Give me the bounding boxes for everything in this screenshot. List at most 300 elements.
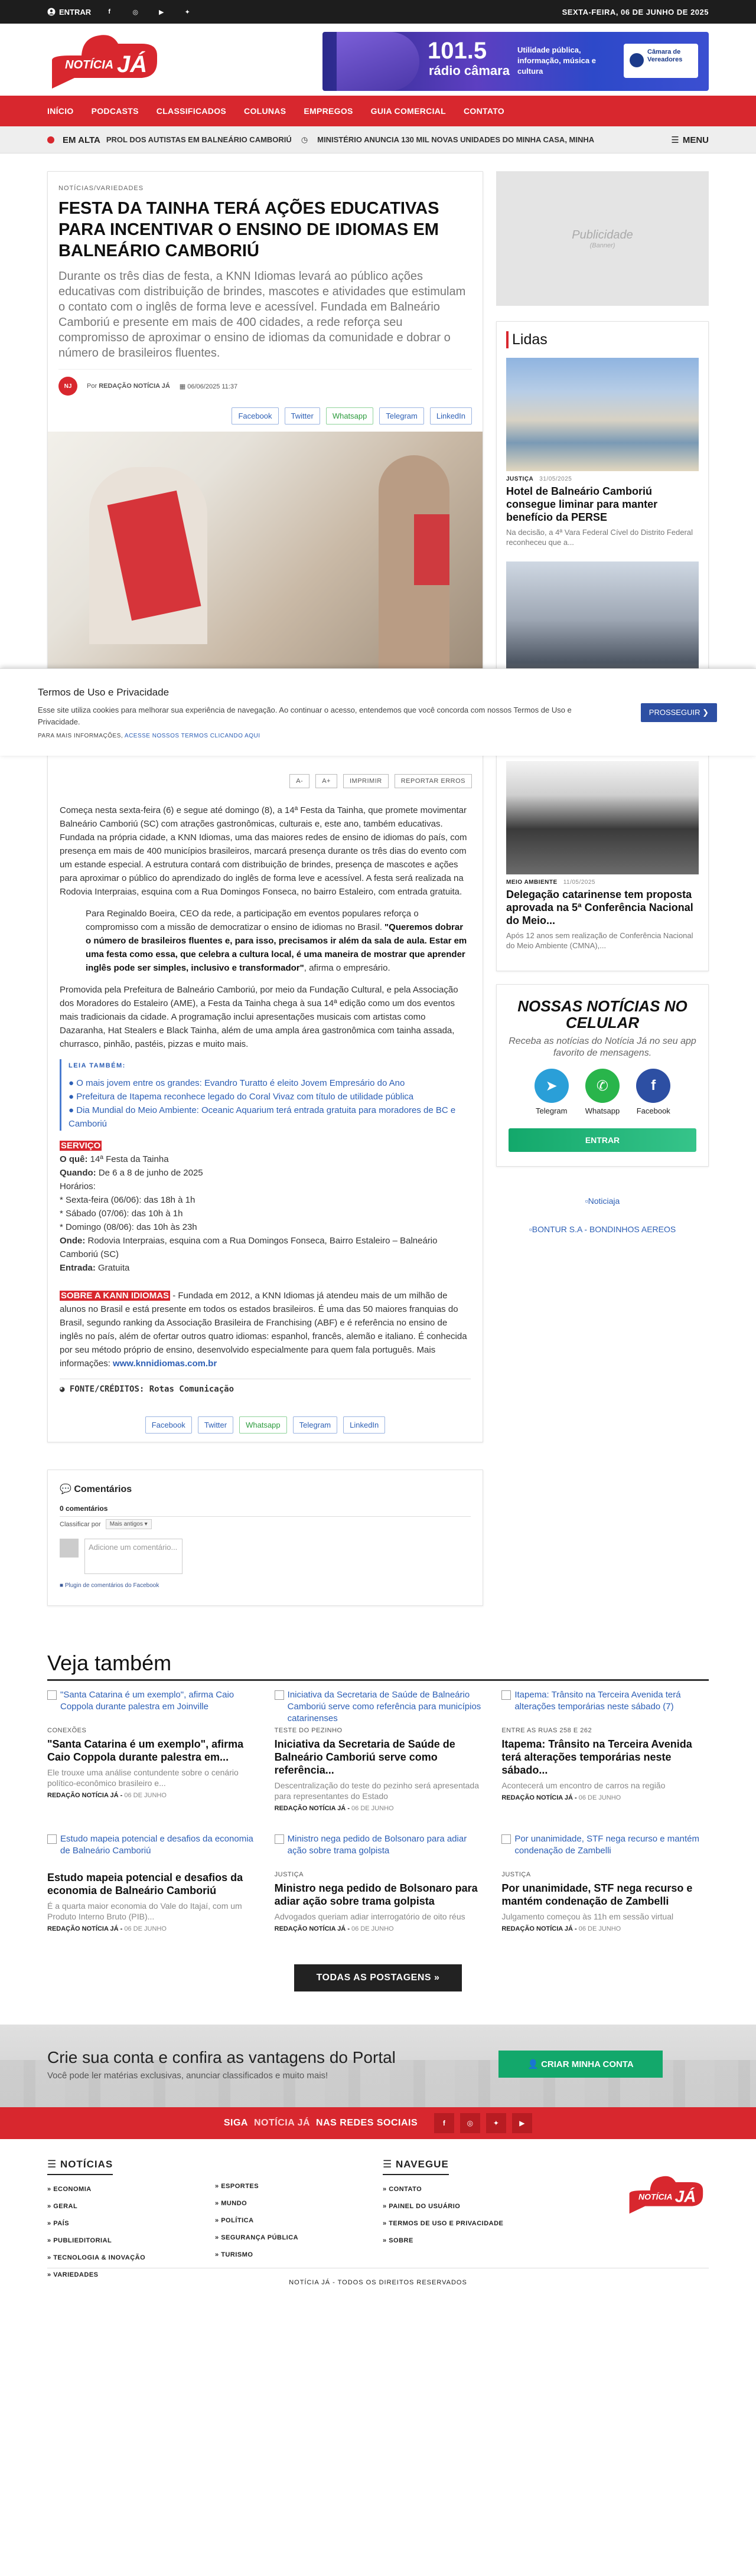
hamburger-icon: ☰ bbox=[671, 135, 679, 145]
related-image bbox=[275, 1689, 482, 1723]
gov-name: Câmara de Vereadores bbox=[647, 48, 683, 63]
footer-link-text: PAÍS bbox=[53, 2220, 70, 2227]
cookie-banner bbox=[0, 668, 756, 756]
cookie-more-text: PARA MAIS INFORMAÇÕES, bbox=[38, 733, 123, 739]
related-headline: "Santa Catarina é um exemplo", afirma Caio Coppola durante palestra em... bbox=[47, 1738, 244, 1763]
related-excerpt: Ele trouxe uma análise contundente sobre o cenário político-econômico brasileiro e... bbox=[47, 1768, 239, 1788]
footer-nav-heading bbox=[383, 2156, 449, 2175]
read-also-link-text: Prefeitura de Itapema reconhece legado do Coral Vivaz com título de utilidade pública bbox=[76, 1092, 414, 1102]
footer-news-heading bbox=[47, 2156, 113, 2175]
facebook-icon: ■ bbox=[60, 1582, 64, 1589]
most-read bbox=[496, 321, 709, 971]
category-label: JUSTIÇA bbox=[506, 476, 534, 482]
related-image-alt: Por unanimidade, STF nega recurso e mantém condenação de Zambelli bbox=[514, 1834, 699, 1856]
publish-date bbox=[180, 383, 237, 390]
sidebar bbox=[496, 171, 709, 1606]
cta-text: Você pode ler matérias exclusivas, anunciar classificados e muito mais! bbox=[47, 2071, 328, 2081]
service-key: Quando: bbox=[60, 1168, 96, 1178]
related-byline: REDAÇÃO NOTÍCIA JÁ - 06 DE JUNHO bbox=[274, 1925, 394, 1932]
nav-item-inicio[interactable]: INÍCIO bbox=[47, 106, 74, 116]
related-byline: REDAÇÃO NOTÍCIA JÁ - 06 DE JUNHO bbox=[501, 1794, 621, 1801]
login-link[interactable] bbox=[47, 8, 91, 17]
footer-link-text: VARIEDADES bbox=[53, 2271, 99, 2278]
quote-intro: Para Reginaldo Boeira, CEO da rede, a participação em eventos populares reforça o compromisso com a missão de democratizar o ensino de idiomas no Brasil. bbox=[86, 909, 419, 932]
most-read-title-text: Hotel de Balneário Camboriú consegue liminar para manter benefício da PERSE bbox=[506, 485, 658, 523]
footer-link-text: ESPORTES bbox=[221, 2183, 259, 2190]
related-image-alt: Estudo mapeia potencial e desafios da economia de Balneário Camboriú bbox=[60, 1834, 253, 1856]
related-image bbox=[47, 1833, 255, 1867]
broken-image-icon bbox=[47, 1834, 57, 1844]
main-content bbox=[47, 154, 709, 1606]
article-hero-image bbox=[48, 432, 483, 680]
most-read-category bbox=[506, 879, 699, 886]
footer-link-text: POLÍTICA bbox=[221, 2217, 254, 2224]
quote-text: "Queremos dobrar o número de brasileiros fluentes e, para isso, precisamos ir além da sala de aula. Estar em uma festa como essa, que celebra a cultura local, é uma maneira de mostrar que aprender inglês pode ser simples, inclusivo e transformador" bbox=[86, 922, 467, 973]
related-category: JUSTIÇA bbox=[274, 1871, 304, 1878]
related-byline: REDAÇÃO NOTÍCIA JÁ - 06 DE JUNHO bbox=[47, 1792, 167, 1799]
related-item[interactable] bbox=[501, 1689, 709, 1812]
comments-count: 0 comentários bbox=[60, 1504, 471, 1517]
related-title: Veja também bbox=[47, 1651, 709, 1681]
facebook-app[interactable] bbox=[636, 1069, 670, 1115]
subscribe-button[interactable]: ENTRAR bbox=[509, 1128, 696, 1152]
calendar-icon: ▦ bbox=[179, 383, 186, 390]
related-image-alt: Iniciativa da Secretaria de Saúde de Balneário Camboriú serve como referência para municípios catarinenses bbox=[287, 1690, 481, 1723]
banner-radio-name: rádio câmara bbox=[429, 63, 510, 78]
footer-link[interactable]: » TURISMO bbox=[215, 2251, 253, 2258]
follow-post: NAS REDES SOCIAIS bbox=[316, 2118, 418, 2128]
read-also-link-text: O mais jovem entre os grandes: Evandro Turatto é eleito Jovem Empresário do Ano bbox=[76, 1078, 405, 1088]
paragraph: Promovida pela Prefeitura de Balneário Camboriú, por meio da Fundação Cultural, e pela Associação dos Moradores do Estaleiro (AME), a Festa da Tainha chega à sua 14ª edição como um dos eventos mais tradicionais da cidade. A programação inclui apresentações musicais com artistas como Dazaranha, Hat Stealers e Black Tainha, além de uma ampla área gastronômica com tainha assada, churrasco, pinhão, pastéis, pizzas e muito mais. bbox=[60, 985, 458, 1049]
facebook-plugin-link[interactable] bbox=[60, 1582, 471, 1589]
sidebar-banner-text: BONTUR S.A - BONDINHOS AEREOS bbox=[532, 1225, 676, 1234]
ad-label: Publicidade bbox=[572, 228, 633, 241]
svg-text:NOTÍCIA: NOTÍCIA bbox=[638, 2192, 673, 2202]
read-also-title: LEIA TAMBÉM: bbox=[69, 1062, 126, 1069]
youtube-icon[interactable]: ▶ bbox=[512, 2113, 532, 2133]
service-line bbox=[60, 1166, 471, 1180]
mobile-news-title: NOSSAS NOTÍCIAS NO CELULAR bbox=[517, 997, 687, 1031]
share-twitter-button[interactable]: Twitter bbox=[285, 407, 320, 425]
share-linkedin-button[interactable]: LinkedIn bbox=[430, 407, 472, 425]
banner-slogan: Utilidade pública, informação, música e cultura bbox=[517, 45, 596, 76]
footer-link[interactable]: » TECNOLOGIA & INOVAÇÃO bbox=[47, 2254, 146, 2261]
related-category: JUSTIÇA bbox=[501, 1871, 531, 1878]
related-item[interactable] bbox=[501, 1833, 709, 1932]
cookie-accept-button[interactable] bbox=[641, 703, 717, 722]
ticker-label: EM ALTA bbox=[63, 135, 100, 145]
footer-link[interactable]: » GERAL bbox=[47, 2203, 78, 2210]
footer-link[interactable]: » VARIEDADES bbox=[47, 2271, 99, 2278]
related-author: REDAÇÃO NOTÍCIA JÁ bbox=[274, 1805, 346, 1812]
related-posts bbox=[47, 1651, 709, 1991]
footer-link[interactable]: » ECONOMIA bbox=[47, 2186, 92, 2193]
article-title: FESTA DA TAINHA TERÁ AÇÕES EDUCATIVAS PARA INCENTIVAR O ENSINO DE IDIOMAS EM BALNEÁRIO CAMBORIÚ bbox=[58, 199, 439, 260]
publish-date-value: 06/06/2025 11:37 bbox=[187, 383, 238, 390]
banner-gov-logo bbox=[624, 44, 698, 78]
radio-camara-banner[interactable] bbox=[322, 32, 709, 91]
related-date: 06 DE JUNHO bbox=[124, 1792, 167, 1799]
instagram-icon[interactable]: ◎ bbox=[460, 2113, 480, 2133]
share-telegram-button[interactable]: Telegram bbox=[293, 1416, 337, 1434]
broken-image-icon bbox=[501, 1834, 511, 1844]
live-dot-icon bbox=[47, 136, 54, 143]
advertisement[interactable] bbox=[496, 171, 709, 306]
service-line bbox=[60, 1207, 471, 1220]
broken-image-icon bbox=[501, 1690, 511, 1700]
most-read-title: Lidas bbox=[506, 331, 699, 348]
related-byline: REDAÇÃO NOTÍCIA JÁ - 06 DE JUNHO bbox=[47, 1925, 167, 1932]
nav-item-guia-comercial[interactable]: GUIA COMERCIAL bbox=[370, 106, 447, 116]
related-author: REDAÇÃO NOTÍCIA JÁ bbox=[274, 1925, 346, 1932]
about-link[interactable]: www.knnidiomas.com.br bbox=[113, 1359, 217, 1369]
clock-icon: ◷ bbox=[301, 135, 308, 144]
ticker-item[interactable]: PROL DOS AUTISTAS EM BALNEÁRIO CAMBORIÚ bbox=[106, 135, 292, 144]
cookie-terms-link[interactable]: ACESSE NOSSOS TERMOS CLICANDO AQUI bbox=[124, 733, 260, 739]
share-linkedin-button[interactable]: LinkedIn bbox=[343, 1416, 385, 1434]
service-value: Rodovia Interpraias, esquina com a Rua Domingos Fonseca, Bairro Estaleiro – Balneário Camboriú (SC) bbox=[60, 1236, 438, 1259]
related-image bbox=[275, 1833, 482, 1867]
author-prefix: Por bbox=[87, 383, 97, 390]
app-label: Whatsapp bbox=[585, 1106, 620, 1115]
service-tag: SERVIÇO bbox=[61, 1141, 101, 1151]
avatar bbox=[60, 1539, 79, 1558]
related-item[interactable] bbox=[47, 1833, 255, 1932]
nav-item-empregos[interactable]: EMPREGOS bbox=[304, 106, 353, 116]
category-label: MEIO AMBIENTE bbox=[506, 879, 558, 886]
footer-link[interactable]: » ESPORTES bbox=[215, 2183, 259, 2190]
related-headline: Iniciativa da Secretaria de Saúde de Balneário Camboriú serve como referência... bbox=[274, 1738, 455, 1776]
hero-red-book bbox=[414, 514, 449, 585]
ticker-items bbox=[106, 135, 638, 145]
source-icon: ◕ bbox=[60, 1385, 65, 1394]
footer-link[interactable]: » MUNDO bbox=[215, 2200, 247, 2207]
footer-link-text: MUNDO bbox=[221, 2200, 247, 2207]
paragraph: Começa nesta sexta-feira (6) e segue até domingo (8), a 14ª Festa da Tainha, que promete movimentar Balneário Camboriú (SC) com atrações gastronômicas, culturais e, este ano, também educativas. Fundada na própria cidade, a KNN Idiomas, uma das maiores redes de ensino de idiomas do país, com presença em mais de 400 municípios brasileiros, marcará presença durante os três dias do evento com um estande especial. A estrutura contará com distribuição de brindes, presença de mascotes e ações para aproximar o público do aprendizado do inglês de forma leve e acessível. A festa será realizada na Rodovia Interpraias, esquina com a Rua Domingos Fonseca, no bairro Estaleiro, com entrada gratuita. bbox=[60, 805, 467, 897]
footer-link-text: PAINEL DO USUÁRIO bbox=[389, 2203, 461, 2210]
footer-link[interactable]: » POLÍTICA bbox=[215, 2217, 254, 2224]
svg-text:NOTÍCIA: NOTÍCIA bbox=[65, 58, 114, 71]
related-excerpt: Descentralização do teste do pezinho será apresentada para representantes do Estado bbox=[274, 1781, 479, 1801]
quote-outro: , afirma o empresário. bbox=[304, 963, 390, 973]
service-key: Onde: bbox=[60, 1236, 86, 1246]
list-icon: ☰ bbox=[47, 2159, 57, 2170]
facebook-icon: f bbox=[636, 1069, 670, 1103]
footer-link[interactable]: » SOBRE bbox=[383, 2237, 413, 2244]
related-excerpt: Julgamento começou às 11h em sessão virtual bbox=[501, 1912, 674, 1921]
login-label: ENTRAR bbox=[59, 7, 92, 17]
service-line bbox=[60, 1180, 471, 1193]
twitter-icon[interactable]: ✦ bbox=[184, 8, 190, 16]
cta-title: Crie sua conta e confira as vantagens do Portal bbox=[47, 2048, 396, 2066]
sort-label: Classificar por bbox=[60, 1520, 101, 1528]
copyright: NOTÍCIA JÁ - TODOS OS DIREITOS RESERVADOS bbox=[47, 2268, 709, 2299]
comments-icon: 💬 bbox=[60, 1484, 71, 1494]
service-value: Horários: bbox=[60, 1181, 96, 1191]
service-line bbox=[60, 1193, 471, 1207]
menu-label: MENU bbox=[682, 135, 709, 145]
footer-link-text: TECNOLOGIA & INOVAÇÃO bbox=[53, 2254, 146, 2261]
related-image bbox=[47, 1689, 255, 1723]
related-image bbox=[501, 1689, 709, 1723]
most-read-date: 31/05/2025 bbox=[539, 476, 572, 482]
footer-link-text: TERMOS DE USO E PRIVACIDADE bbox=[389, 2220, 504, 2227]
comment-input[interactable]: Adicione um comentário... bbox=[84, 1539, 183, 1574]
broken-image-icon: ▫ bbox=[585, 1196, 588, 1206]
related-category: TESTE DO PEZINHO bbox=[274, 1727, 343, 1734]
related-category: CONEXÕES bbox=[47, 1727, 87, 1734]
read-also-link[interactable]: ● Prefeitura de Itapema reconhece legado do Coral Vivaz com título de utilidade pública bbox=[69, 1092, 414, 1102]
cookie-more bbox=[38, 733, 605, 739]
service-value: * Domingo (08/06): das 10h às 23h bbox=[60, 1222, 197, 1232]
sidebar-banner-link[interactable] bbox=[496, 1196, 709, 1206]
user-plus-icon: 👤 bbox=[527, 2059, 539, 2069]
related-category: ENTRE AS RUAS 258 E 262 bbox=[501, 1727, 592, 1734]
mobile-news-box bbox=[496, 984, 709, 1167]
app-label: Facebook bbox=[636, 1106, 670, 1115]
share-whatsapp-button[interactable]: Whatsapp bbox=[326, 407, 374, 425]
related-date: 06 DE JUNHO bbox=[578, 1794, 621, 1801]
related-byline: REDAÇÃO NOTÍCIA JÁ - 06 DE JUNHO bbox=[274, 1805, 394, 1812]
footer-link[interactable]: » CONTATO bbox=[383, 2186, 422, 2193]
app-label: Telegram bbox=[535, 1106, 568, 1115]
quote-paragraph bbox=[60, 907, 471, 975]
service-info bbox=[60, 1139, 471, 1275]
service-line bbox=[60, 1234, 471, 1261]
about-tag: SOBRE A KANN IDIOMAS bbox=[61, 1291, 170, 1301]
print-button[interactable]: IMPRIMIR bbox=[343, 774, 389, 788]
service-value: De 6 a 8 de junho de 2025 bbox=[96, 1168, 203, 1178]
gov-seal-icon bbox=[630, 53, 644, 67]
telegram-app[interactable] bbox=[535, 1069, 569, 1115]
cookie-title: Termos de Uso e Privacidade bbox=[38, 687, 170, 698]
create-account-label: CRIAR MINHA CONTA bbox=[541, 2059, 634, 2069]
messaging-apps bbox=[509, 1069, 696, 1115]
related-excerpt: É a quarta maior economia do Vale do Itajaí, com um Produto Interno Bruto (PIB)... bbox=[47, 1901, 242, 1921]
most-read-date: 11/05/2025 bbox=[563, 879, 595, 886]
footer bbox=[47, 2139, 709, 2299]
comments-title-text: Comentários bbox=[74, 1484, 132, 1494]
service-value: 14ª Festa da Tainha bbox=[87, 1154, 169, 1164]
related-image-alt: "Santa Catarina é um exemplo", afirma Caio Coppola durante palestra em Joinville bbox=[60, 1690, 234, 1712]
footer-link[interactable]: » PAÍS bbox=[47, 2220, 70, 2227]
related-headline: Ministro nega pedido de Bolsonaro para adiar ação sobre trama golpista bbox=[274, 1882, 478, 1907]
related-image-alt: Ministro nega pedido de Bolsonaro para adiar ação sobre trama golpista bbox=[287, 1834, 467, 1856]
menu-button[interactable] bbox=[671, 135, 709, 145]
author bbox=[87, 383, 170, 390]
footer-link[interactable]: » PUBLIEDITORIAL bbox=[47, 2237, 112, 2244]
footer-link-text: SEGURANÇA PÚBLICA bbox=[221, 2234, 299, 2241]
follow-bar bbox=[0, 2107, 756, 2139]
related-author: REDAÇÃO NOTÍCIA JÁ bbox=[47, 1925, 119, 1932]
most-read-title-text: Delegação catarinense tem proposta aprovada na 5ª Conferência Nacional do Meio... bbox=[506, 889, 693, 926]
facebook-plugin-text: Plugin de comentários do Facebook bbox=[64, 1582, 159, 1589]
service-value: Gratuita bbox=[95, 1263, 130, 1273]
author-name[interactable]: REDAÇÃO NOTÍCIA JÁ bbox=[99, 383, 170, 390]
related-date: 06 DE JUNHO bbox=[351, 1805, 394, 1812]
font-decrease-button[interactable]: A- bbox=[289, 774, 309, 788]
article-categories[interactable]: NOTÍCIAS/VARIEDADES bbox=[58, 185, 144, 192]
service-line bbox=[60, 1220, 471, 1234]
most-read-excerpt: Após 12 anos sem realização de Conferência Nacional do Meio Ambiente (CMNA),... bbox=[506, 931, 693, 950]
source-credits-text: FONTE/CRÉDITOS: Rotas Comunicação bbox=[69, 1385, 234, 1394]
user-icon bbox=[47, 8, 56, 16]
related-date: 06 DE JUNHO bbox=[124, 1925, 167, 1932]
svg-text:JÁ: JÁ bbox=[674, 2187, 696, 2206]
broken-image-icon bbox=[275, 1690, 284, 1700]
footer-link-text: ECONOMIA bbox=[53, 2186, 92, 2193]
share-twitter-button[interactable]: Twitter bbox=[198, 1416, 233, 1434]
most-read-image bbox=[506, 761, 699, 874]
read-also-box bbox=[60, 1059, 471, 1131]
related-date: 06 DE JUNHO bbox=[578, 1925, 621, 1932]
share-facebook-button[interactable]: Facebook bbox=[145, 1416, 192, 1434]
service-line bbox=[60, 1261, 471, 1275]
sidebar-banner-link[interactable] bbox=[496, 1225, 709, 1234]
ad-sublabel: (Banner) bbox=[589, 241, 615, 249]
article-header bbox=[48, 172, 483, 407]
banner-frequency: 101.5 bbox=[428, 38, 487, 64]
nav-item-classificados[interactable]: CLASSIFICADOS bbox=[156, 106, 227, 116]
article-column bbox=[47, 171, 483, 1606]
cookie-accept-label: PROSSEGUIR bbox=[649, 708, 700, 717]
footer-link[interactable]: » PAINEL DO USUÁRIO bbox=[383, 2203, 461, 2210]
instagram-icon[interactable]: ◎ bbox=[132, 8, 138, 16]
all-posts-label: TODAS AS POSTAGENS bbox=[316, 1973, 432, 1983]
all-posts-button[interactable] bbox=[294, 1964, 462, 1991]
footer-link-text: GERAL bbox=[53, 2203, 78, 2210]
related-byline: REDAÇÃO NOTÍCIA JÁ - 06 DE JUNHO bbox=[501, 1925, 621, 1932]
read-also-link-text: Dia Mundial do Meio Ambiente: Oceanic Aquarium terá entrada gratuita para moradores de BC e Camboriú bbox=[69, 1105, 456, 1129]
chevron-right-icon: ❯ bbox=[702, 708, 709, 717]
follow-pre: SIGA bbox=[223, 2118, 248, 2128]
related-item[interactable] bbox=[275, 1689, 482, 1812]
footer-nav-title: NAVEGUE bbox=[395, 2159, 449, 2170]
author-avatar: NJ bbox=[58, 377, 77, 396]
nav-item-contato[interactable]: CONTATO bbox=[464, 106, 504, 116]
chevron-right-icon: » bbox=[434, 1973, 440, 1983]
related-image bbox=[501, 1833, 709, 1867]
list-icon: ☰ bbox=[383, 2159, 393, 2170]
most-read-item[interactable] bbox=[506, 358, 699, 547]
svg-text:JÁ: JÁ bbox=[117, 51, 148, 77]
footer-link[interactable]: » TERMOS DE USO E PRIVACIDADE bbox=[383, 2220, 504, 2227]
most-read-item[interactable] bbox=[506, 761, 699, 951]
font-increase-button[interactable]: A+ bbox=[315, 774, 337, 788]
broken-image-icon: ▫ bbox=[529, 1225, 532, 1234]
banner-photo bbox=[337, 32, 419, 91]
telegram-icon: ➤ bbox=[535, 1069, 569, 1103]
service-value: * Sábado (07/06): das 10h à 1h bbox=[60, 1209, 183, 1219]
share-buttons-top bbox=[48, 407, 483, 432]
sort-value: Mais antigos bbox=[109, 1521, 143, 1527]
sidebar-banner-text: Noticiaja bbox=[588, 1196, 620, 1206]
share-whatsapp-button[interactable]: Whatsapp bbox=[239, 1416, 287, 1434]
sort-select[interactable]: Mais antigos ▾ bbox=[106, 1519, 152, 1529]
ticker-item[interactable]: MINISTÉRIO ANUNCIA 130 MIL NOVAS UNIDADES DO MINHA CASA, MINHA bbox=[317, 135, 595, 144]
share-facebook-button[interactable]: Facebook bbox=[232, 407, 278, 425]
article-lead: Durante os três dias de festa, a KNN Idiomas levará ao público ações educativas com distribuição de brindes, mascotes e atividades que estimulam o contato com o inglês de forma leve e acessível. Fundada em Balneário Camboriú e presente em mais de 400 cidades, a rede reforça seu compromisso de aproximar o ensino de idiomas da comunidade e dobrar o número de brasileiros fluentes. bbox=[58, 270, 466, 360]
most-read-image bbox=[506, 358, 699, 471]
comments-sort bbox=[60, 1519, 471, 1529]
share-telegram-button[interactable]: Telegram bbox=[379, 407, 423, 425]
comments-title bbox=[60, 1483, 471, 1495]
top-bar bbox=[0, 0, 756, 24]
create-account-button[interactable] bbox=[498, 2051, 663, 2078]
facebook-icon[interactable]: f bbox=[434, 2113, 454, 2133]
most-read-excerpt: Na decisão, a 4ª Vara Federal Cível do Distrito Federal reconheceu que a... bbox=[506, 528, 693, 547]
broken-image-icon bbox=[275, 1834, 284, 1844]
facebook-icon[interactable]: f bbox=[108, 8, 110, 15]
read-also-link[interactable]: ● Dia Mundial do Meio Ambiente: Oceanic Aquarium terá entrada gratuita para moradores de BC e Camboriú bbox=[69, 1105, 456, 1129]
footer-logo-graphic bbox=[626, 2173, 709, 2216]
current-date: SEXTA-FEIRA, 06 DE JUNHO DE 2025 bbox=[562, 7, 709, 17]
related-author: REDAÇÃO NOTÍCIA JÁ bbox=[47, 1792, 119, 1799]
comment-compose bbox=[60, 1539, 471, 1574]
brand-bar bbox=[0, 24, 756, 96]
mobile-news-text: Receba as notícias do Notícia Já no seu app favorito de mensagens. bbox=[509, 1036, 696, 1058]
article-meta bbox=[58, 369, 472, 396]
related-author: REDAÇÃO NOTÍCIA JÁ bbox=[501, 1925, 573, 1932]
nav-item-colunas[interactable]: COLUNAS bbox=[244, 106, 286, 116]
footer-news-title: NOTÍCIAS bbox=[60, 2159, 113, 2170]
related-image-alt: Itapema: Trânsito na Terceira Avenida terá alterações temporárias neste sábado (7) bbox=[514, 1690, 681, 1712]
related-headline: Estudo mapeia potencial e desafios da economia de Balneário Camboriú bbox=[47, 1872, 243, 1896]
related-grid bbox=[47, 1689, 709, 1932]
related-headline: Itapema: Trânsito na Terceira Avenida terá alterações temporárias neste sábado... bbox=[501, 1738, 692, 1776]
article-tools bbox=[48, 774, 483, 788]
service-line bbox=[60, 1152, 471, 1166]
read-also-link[interactable]: ● O mais jovem entre os grandes: Evandro Turatto é eleito Jovem Empresário do Ano bbox=[69, 1078, 405, 1088]
twitter-icon[interactable]: ✦ bbox=[486, 2113, 506, 2133]
sidebar-banners bbox=[496, 1196, 709, 1234]
related-author: REDAÇÃO NOTÍCIA JÁ bbox=[501, 1794, 573, 1801]
about-text: - Fundada em 2012, a KNN Idiomas já atendeu mais de um milhão de alunos no Brasil e está presente em todos os estados brasileiros. É uma das 50 maiores franquias do Brasil, segundo ranking da Associação Brasileira de Franchising (ABF) e é referência no ensino de inglês no país, além de ofertar outros quatro idiomas: espanhol, francês, alemão e italiano. É conhecida por seu método próprio de ensino, desenvolvido especialmente para quem fala português. Mais informações: bbox=[60, 1291, 467, 1369]
signup-cta bbox=[0, 2025, 756, 2107]
youtube-icon[interactable]: ▶ bbox=[158, 8, 164, 16]
footer-link-text: SOBRE bbox=[389, 2237, 413, 2244]
follow-brand: NOTÍCIA JÁ bbox=[253, 2118, 311, 2128]
article-body bbox=[48, 788, 483, 1406]
broken-image-icon bbox=[47, 1690, 57, 1700]
site-logo[interactable] bbox=[47, 32, 165, 91]
service-key: Entrada: bbox=[60, 1263, 96, 1273]
related-excerpt: Advogados queriam adiar interrogatório de oito réus bbox=[274, 1912, 465, 1921]
whatsapp-icon: ✆ bbox=[585, 1069, 620, 1103]
footer-link-text: PUBLIEDITORIAL bbox=[53, 2237, 112, 2244]
comments-section bbox=[47, 1470, 483, 1606]
report-error-button[interactable]: REPORTAR ERROS bbox=[395, 774, 472, 788]
article bbox=[47, 171, 483, 1442]
footer-link-text: CONTATO bbox=[389, 2186, 422, 2193]
related-item[interactable] bbox=[47, 1689, 255, 1812]
footer-link-text: TURISMO bbox=[221, 2251, 253, 2258]
about-paragraph bbox=[60, 1289, 471, 1370]
trending-ticker bbox=[0, 126, 756, 154]
related-item[interactable] bbox=[275, 1833, 482, 1932]
related-date: 06 DE JUNHO bbox=[351, 1925, 394, 1932]
nav-item-podcasts[interactable]: PODCASTS bbox=[91, 106, 139, 116]
service-key: O quê: bbox=[60, 1154, 88, 1164]
main-nav bbox=[0, 96, 756, 126]
cookie-text: Esse site utiliza cookies para melhorar sua experiência de navegação. Ao continuar o acesso, entendemos que você concorda com nossos Termos de Uso e Privacidade. bbox=[38, 706, 572, 726]
related-excerpt: Acontecerá um encontro de carros na região bbox=[501, 1781, 666, 1790]
related-headline: Por unanimidade, STF nega recurso e mantém condenação de Zambelli bbox=[501, 1882, 693, 1907]
most-read-category bbox=[506, 476, 699, 482]
footer-link[interactable]: » SEGURANÇA PÚBLICA bbox=[215, 2234, 299, 2241]
share-buttons-bottom bbox=[48, 1406, 483, 1442]
whatsapp-app[interactable] bbox=[585, 1069, 620, 1115]
